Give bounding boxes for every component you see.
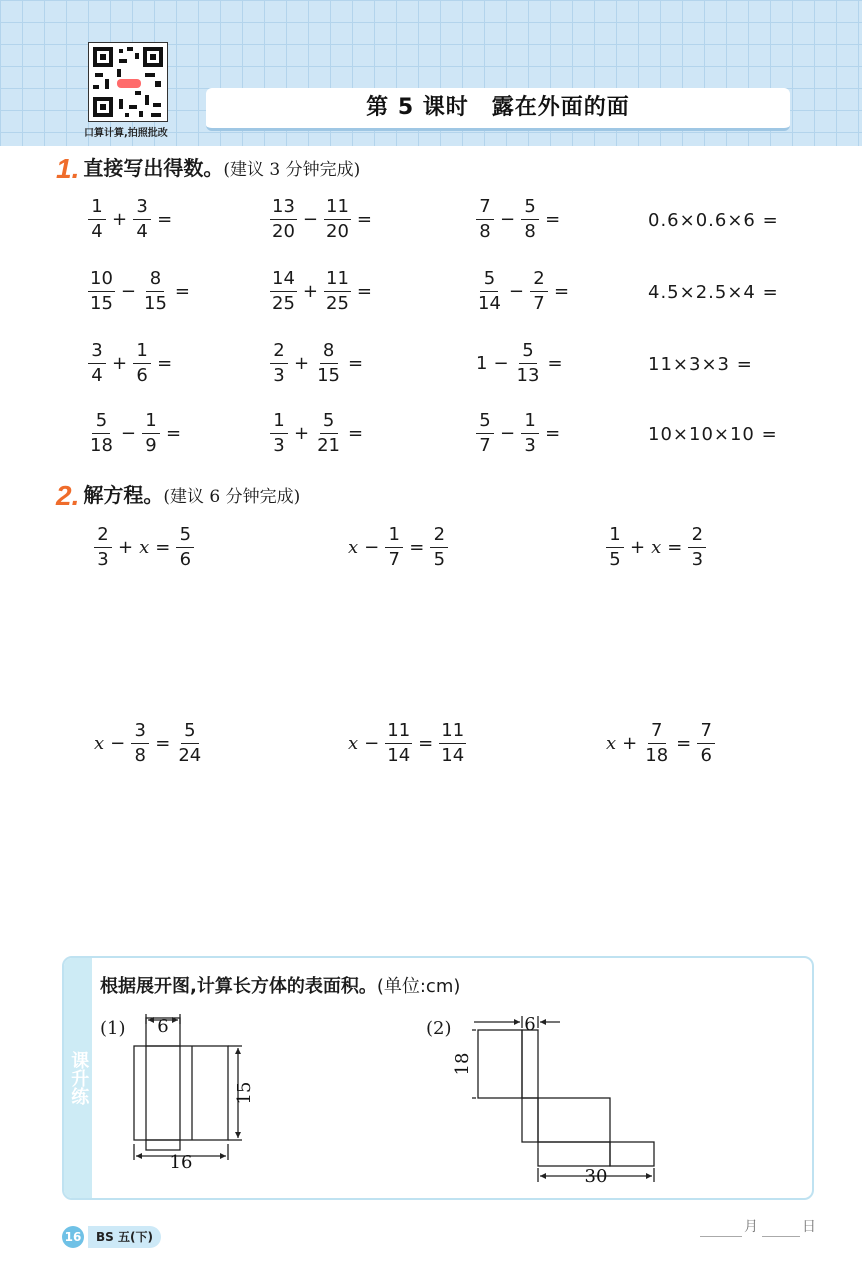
denominator: 20 — [272, 221, 295, 242]
section-1-title: 直接写出得数。 — [83, 156, 224, 180]
equation — [606, 526, 706, 569]
operator: − — [500, 423, 516, 444]
numerator: 2 — [270, 342, 288, 364]
fraction — [515, 342, 542, 385]
denominator: 15 — [90, 293, 113, 314]
variable: x — [348, 733, 359, 754]
section-1-number: 1 . — [56, 153, 79, 185]
net1-dim-top: 6 — [157, 1016, 169, 1037]
numerator: 1 — [88, 198, 106, 220]
numerator: 8 — [320, 342, 338, 364]
fraction — [476, 270, 503, 313]
denominator: 5 — [433, 549, 446, 570]
net2-dim-top: 6 — [524, 1014, 536, 1035]
denominator: 8 — [524, 221, 536, 242]
equation — [606, 722, 715, 765]
numerator: 7 — [697, 722, 715, 744]
fraction — [270, 198, 297, 241]
operator: − — [500, 209, 516, 230]
numerator: 2 — [94, 526, 112, 548]
numerator: 11 — [324, 270, 351, 292]
calc-problem — [648, 210, 779, 231]
net1-dim-bottom: 16 — [169, 1152, 193, 1173]
denominator: 20 — [326, 221, 349, 242]
operator: − — [302, 209, 318, 230]
fraction — [176, 722, 203, 765]
operator: + — [294, 423, 310, 444]
denominator: 3 — [524, 435, 536, 456]
denominator: 18 — [645, 745, 669, 766]
problem-unit: (单位:cm) — [376, 976, 461, 997]
denominator: 7 — [479, 435, 491, 456]
numerator: 2 — [688, 526, 706, 548]
expression-text: 0.6×0.6×6 = — [648, 210, 779, 231]
calc-problem — [270, 198, 373, 241]
numerator: 1 — [606, 526, 624, 548]
denominator: 6 — [700, 745, 712, 766]
month-blank — [700, 1236, 742, 1237]
fraction — [142, 270, 169, 313]
fraction — [521, 198, 539, 241]
denominator: 21 — [317, 435, 340, 456]
fraction — [385, 722, 412, 765]
operator: + — [112, 209, 128, 230]
fraction — [521, 412, 539, 455]
net2-dim-left: 18 — [452, 1052, 473, 1076]
denominator: 18 — [90, 435, 113, 456]
operator: + — [630, 537, 646, 558]
operator: − — [120, 423, 136, 444]
operator: − — [493, 353, 509, 374]
calc-problem — [270, 270, 373, 313]
denominator: 3 — [97, 549, 109, 570]
denominator: 24 — [178, 745, 202, 766]
calc-problem — [88, 270, 191, 313]
equals-sign: = — [348, 353, 364, 374]
variable: x — [348, 537, 359, 558]
denominator: 5 — [609, 549, 621, 570]
calc-problem — [476, 412, 561, 455]
equation — [348, 722, 466, 765]
denominator: 3 — [691, 549, 704, 570]
calc-problem — [648, 424, 778, 445]
equation — [94, 722, 203, 765]
denominator: 7 — [533, 293, 545, 314]
fraction — [324, 270, 351, 313]
numerator: 5 — [519, 342, 537, 364]
calc-problem — [88, 342, 173, 385]
operator: + — [118, 537, 134, 558]
net-diagram-1 — [64, 958, 812, 1198]
denominator: 3 — [273, 365, 285, 386]
denominator: 9 — [145, 435, 157, 456]
fraction — [270, 342, 288, 385]
fraction — [697, 722, 715, 765]
numerator: 5 — [176, 526, 194, 548]
numerator: 1 — [133, 342, 151, 364]
integer: 1 — [476, 353, 488, 374]
section-2-number: 2 . — [56, 480, 79, 512]
denominator: 3 — [273, 435, 285, 456]
fraction — [476, 198, 494, 241]
expression-text: 4.5×2.5×4 = — [648, 282, 779, 303]
day-blank — [762, 1236, 800, 1237]
expression-text: 10×10×10 = — [648, 424, 778, 445]
denominator: 4 — [91, 365, 103, 386]
operator: − — [120, 281, 136, 302]
denominator: 25 — [272, 293, 295, 314]
numerator: 5 — [480, 270, 498, 292]
fraction — [270, 412, 288, 455]
side-label: 课升练 — [68, 1051, 90, 1105]
numerator: 7 — [476, 198, 494, 220]
equals-sign: = — [547, 353, 563, 374]
numerator: 1 — [270, 412, 288, 434]
numerator: 5 — [181, 722, 199, 744]
equals-sign: = — [545, 423, 561, 444]
denominator: 4 — [91, 221, 103, 242]
fraction — [88, 270, 115, 313]
equals-sign: = — [409, 537, 425, 558]
fraction — [131, 722, 149, 765]
denominator: 14 — [478, 293, 501, 314]
fraction — [324, 198, 351, 241]
fraction — [270, 270, 297, 313]
fraction — [94, 526, 112, 569]
variable: x — [139, 537, 150, 558]
calc-problem — [476, 342, 564, 385]
equals-sign: = — [545, 209, 561, 230]
denominator: 14 — [441, 745, 465, 766]
numerator: 10 — [88, 270, 115, 292]
denominator: 13 — [516, 365, 540, 386]
section-2-heading — [56, 479, 300, 509]
equals-sign: = — [356, 281, 372, 302]
equals-sign: = — [356, 209, 372, 230]
numerator: 3 — [88, 342, 106, 364]
numerator: 5 — [320, 412, 338, 434]
numerator: 2 — [430, 526, 448, 548]
fraction — [430, 526, 448, 569]
denominator: 15 — [144, 293, 167, 314]
operator: + — [294, 353, 310, 374]
fraction — [176, 526, 194, 569]
calc-problem — [648, 354, 753, 375]
numerator: 13 — [270, 198, 297, 220]
section-1-hint: (建议 3 分钟完成) — [223, 160, 361, 180]
header-band — [0, 0, 862, 146]
equals-sign: = — [157, 353, 173, 374]
date-field — [700, 1216, 820, 1242]
fraction — [476, 412, 494, 455]
equals-sign: = — [155, 537, 171, 558]
fraction — [142, 412, 160, 455]
fraction — [88, 198, 106, 241]
section-2-title: 解方程。 — [83, 483, 164, 507]
denominator: 6 — [179, 549, 192, 570]
variable: x — [606, 733, 617, 754]
equals-sign: = — [667, 537, 683, 558]
month-label: 月 — [744, 1219, 758, 1235]
operator: − — [364, 733, 380, 754]
operator: + — [112, 353, 128, 374]
operator: + — [302, 281, 318, 302]
expression-text: 11×3×3 = — [648, 354, 753, 375]
equals-sign: = — [418, 733, 434, 754]
equals-sign: = — [166, 423, 182, 444]
calc-problem — [270, 412, 364, 455]
numerator: 1 — [521, 412, 539, 434]
net1-dim-right: 15 — [234, 1081, 255, 1105]
fraction — [88, 412, 115, 455]
qr-caption: 口算计算,拍照批改 — [84, 128, 168, 139]
denominator: 7 — [388, 549, 400, 570]
numerator: 1 — [385, 526, 403, 548]
problem-text: 根据展开图,计算长方体的表面积。 — [100, 976, 377, 997]
net2-dim-bottom: 30 — [584, 1166, 608, 1187]
numerator: 2 — [530, 270, 548, 292]
fraction — [439, 722, 466, 765]
calc-problem — [648, 282, 779, 303]
numerator: 11 — [385, 722, 412, 744]
numerator: 3 — [133, 198, 151, 220]
denominator: 15 — [317, 365, 340, 386]
numerator: 5 — [476, 412, 494, 434]
equals-sign: = — [676, 733, 692, 754]
denominator: 4 — [136, 221, 148, 242]
variable: x — [651, 537, 662, 558]
denominator: 14 — [387, 745, 411, 766]
operator: − — [110, 733, 126, 754]
numerator: 11 — [324, 198, 351, 220]
surface-area-problem-box — [62, 956, 814, 1200]
operator: + — [622, 733, 638, 754]
part-1-label: (1) — [100, 1018, 126, 1039]
numerator: 5 — [92, 412, 110, 434]
operator: − — [508, 281, 524, 302]
part-2-label: (2) — [426, 1018, 452, 1039]
fraction — [133, 198, 151, 241]
equals-sign: = — [554, 281, 570, 302]
day-label: 日 — [802, 1219, 816, 1235]
denominator: 8 — [479, 221, 491, 242]
numerator: 5 — [521, 198, 539, 220]
variable: x — [94, 733, 105, 754]
fraction — [606, 526, 624, 569]
grade-tag: BS 五(下) — [88, 1226, 161, 1248]
numerator: 3 — [131, 722, 149, 744]
calc-problem — [88, 198, 173, 241]
calc-problem — [270, 342, 364, 385]
qr-code-icon — [88, 42, 168, 122]
page-number: 16 — [62, 1226, 84, 1248]
fraction — [530, 270, 548, 313]
calc-problem — [88, 412, 182, 455]
operator: − — [364, 537, 380, 558]
numerator: 14 — [270, 270, 297, 292]
qr-badge — [117, 79, 141, 88]
equation — [94, 526, 194, 569]
lesson-title: 第 5 课时 露在外面的面 — [206, 88, 790, 131]
calc-problem — [476, 270, 570, 313]
fraction — [315, 342, 342, 385]
numerator: 7 — [648, 722, 666, 744]
section-2-hint: (建议 6 分钟完成) — [163, 487, 301, 507]
fraction — [643, 722, 670, 765]
numerator: 8 — [146, 270, 164, 292]
fraction — [385, 526, 403, 569]
fraction — [688, 526, 706, 569]
equals-sign: = — [348, 423, 364, 444]
equals-sign: = — [157, 209, 173, 230]
denominator: 25 — [326, 293, 349, 314]
calc-problem — [476, 198, 561, 241]
equals-sign: = — [174, 281, 190, 302]
fraction — [315, 412, 342, 455]
equals-sign: = — [155, 733, 171, 754]
numerator: 11 — [439, 722, 466, 744]
equation — [348, 526, 448, 569]
denominator: 8 — [134, 745, 146, 766]
section-1-heading — [56, 152, 360, 182]
numerator: 1 — [142, 412, 160, 434]
denominator: 6 — [136, 365, 148, 386]
fraction — [133, 342, 151, 385]
fraction — [88, 342, 106, 385]
